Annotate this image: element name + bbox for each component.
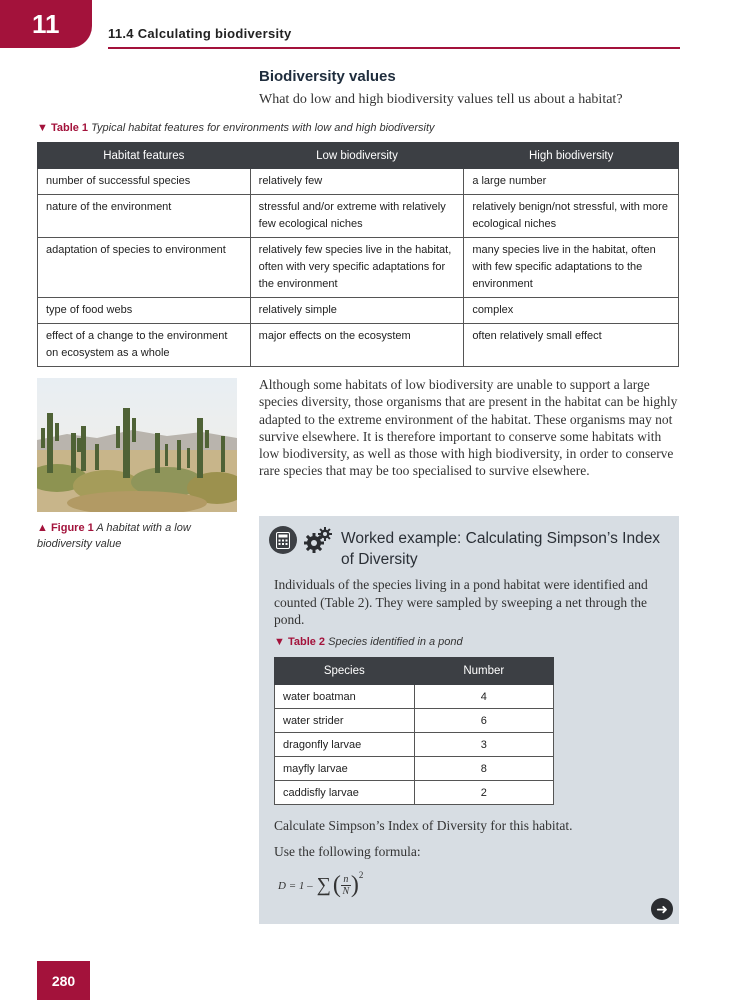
table-cell: stressful and/or extreme with relatively few ecological niches — [250, 195, 464, 238]
chapter-tab — [0, 0, 92, 48]
simpsons-formula: D = 1 – ∑ ( n N ) 2 — [278, 870, 364, 898]
table-cell: effect of a change to the environment on ecosystem as a whole — [38, 324, 251, 367]
table-cell: nature of the environment — [38, 195, 251, 238]
table-cell: relatively few species live in the habitat, often with very specific adaptations for the environment — [250, 238, 464, 298]
table-header: Habitat features — [38, 143, 251, 169]
species-cell: caddisfly larvae — [275, 781, 415, 805]
table-row — [275, 685, 554, 709]
table-cell: many species live in the habitat, often with few specific adaptations to the environment — [464, 238, 679, 298]
table-row — [38, 298, 679, 324]
table1-caption-text: Typical habitat features for environments with low and high biodiversity — [91, 122, 435, 134]
gears-icon — [303, 526, 333, 554]
table-header: Low biodiversity — [250, 143, 464, 169]
species-cell: dragonfly larvae — [275, 733, 415, 757]
table-header: High biodiversity — [464, 143, 679, 169]
figure1-caption — [37, 520, 212, 552]
table-header-row — [275, 658, 554, 685]
section-title: 11.4 Calculating biodiversity — [108, 26, 292, 41]
header-divider — [108, 47, 680, 49]
page-number: 280 — [37, 961, 90, 1000]
triangle-down-icon: ▼ — [274, 636, 285, 648]
page-heading: Biodiversity values — [259, 68, 396, 85]
table-row — [38, 169, 679, 195]
number-cell: 4 — [414, 685, 553, 709]
table1-label: Table 1 — [50, 122, 89, 134]
table-row — [38, 238, 679, 298]
arrow-right-icon[interactable]: ➜ — [651, 898, 673, 920]
table-row — [275, 733, 554, 757]
worked-example-panel — [259, 516, 679, 924]
table1-caption — [37, 122, 435, 134]
calculator-icon — [269, 526, 297, 554]
table-cell: often relatively small effect — [464, 324, 679, 367]
table-cell: type of food webs — [38, 298, 251, 324]
species-cell: water boatman — [275, 685, 415, 709]
table-cell: relatively benign/not stressful, with more ecological niches — [464, 195, 679, 238]
formula-lhs: D = 1 – — [278, 879, 313, 892]
figure1-caption-text: A habitat with a low biodiversity value — [37, 522, 191, 550]
species-cell: mayfly larvae — [275, 757, 415, 781]
formula-numerator: n — [343, 874, 349, 885]
table-header: Number — [414, 658, 553, 685]
table-cell: complex — [464, 298, 679, 324]
habitat-features-table — [37, 142, 679, 367]
table-row — [38, 324, 679, 367]
formula-denominator: N — [342, 886, 350, 897]
table-row — [38, 195, 679, 238]
number-cell: 6 — [414, 709, 553, 733]
table-cell: relatively few — [250, 169, 464, 195]
table2-caption — [274, 636, 463, 648]
table-cell: number of successful species — [38, 169, 251, 195]
table2-caption-text: Species identified in a pond — [328, 636, 463, 648]
figure1-label: Figure 1 — [50, 522, 94, 534]
triangle-down-icon: ▼ — [37, 122, 48, 134]
table-row — [275, 709, 554, 733]
table-cell: adaptation of species to environment — [38, 238, 251, 298]
table-header-row — [38, 143, 679, 169]
page-subheading: What do low and high biodiversity values tell us about a habitat? — [259, 92, 623, 107]
table-row — [275, 781, 554, 805]
number-cell: 3 — [414, 733, 553, 757]
pond-species-table — [274, 657, 554, 805]
formula-sigma: ∑ — [316, 874, 331, 896]
formula-intro: Use the following formula: — [274, 844, 421, 859]
worked-example-intro: Individuals of the species living in a pond habitat were identified and counted (Table 2). They were sampled by sweeping a net through the pond. — [274, 577, 648, 627]
table2-label: Table 2 — [287, 636, 326, 648]
calculate-instruction: Calculate Simpson’s Index of Diversity for this habitat. — [274, 818, 573, 833]
triangle-up-icon: ▲ — [37, 522, 48, 534]
body-paragraph: Although some habitats of low biodiversity are unable to support a large species diversity, those organisms that are present in the habitat can be highly adapted to the extreme environment of the habitat. These organisms may not survive elsewhere. It is therefore important to conserve some habitats with low biodiversity, as well as those with high biodiversity, in order to conserve rare species that may be too specialised to survive elsewhere. — [259, 377, 678, 479]
table-header: Species — [275, 658, 415, 685]
number-cell: 8 — [414, 757, 553, 781]
table-cell: a large number — [464, 169, 679, 195]
table-cell: relatively simple — [250, 298, 464, 324]
number-cell: 2 — [414, 781, 553, 805]
formula-exponent: 2 — [358, 870, 364, 880]
desert-cactus-photo — [37, 378, 237, 512]
worked-example-title: Worked example: Calculating Simpson’s Index of Diversity — [341, 530, 661, 568]
table-cell: major effects on the ecosystem — [250, 324, 464, 367]
species-cell: water strider — [275, 709, 415, 733]
table-row — [275, 757, 554, 781]
chapter-number: 11 — [32, 8, 60, 39]
